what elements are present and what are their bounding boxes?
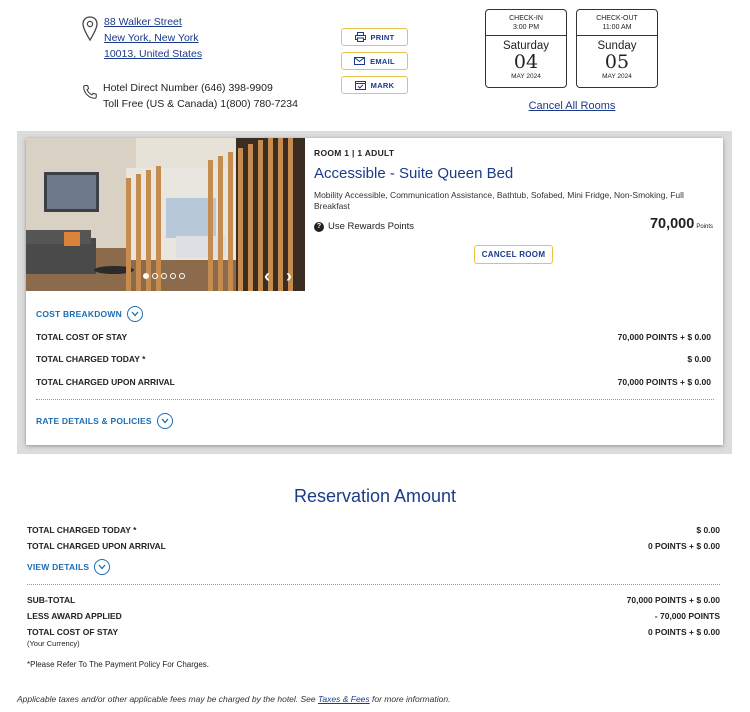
reservation-row-value: - 70,000 POINTS bbox=[654, 611, 720, 621]
check-in-weekday: Saturday bbox=[502, 40, 550, 52]
check-out-day: 05 bbox=[604, 51, 630, 73]
chevron-down-icon bbox=[127, 306, 143, 322]
reservation-row bbox=[27, 595, 720, 605]
address-zip-link[interactable]: 10013, United States bbox=[104, 48, 203, 60]
address-city-link[interactable]: New York, New York bbox=[104, 32, 199, 44]
toll-free-number: Toll Free (US & Canada) 1(800) 780-7234 bbox=[103, 98, 298, 110]
cost-row-label: TOTAL CHARGED UPON ARRIVAL bbox=[36, 377, 175, 387]
email-button[interactable] bbox=[341, 52, 408, 70]
cost-breakdown-label: COST BREAKDOWN bbox=[36, 309, 122, 319]
cost-row-label: TOTAL COST OF STAY bbox=[36, 332, 128, 342]
room-card bbox=[26, 138, 723, 445]
footer-text-after: for more information. bbox=[369, 694, 451, 704]
carousel-next-icon[interactable]: › bbox=[286, 266, 292, 286]
reservation-row-label: TOTAL CHARGED UPON ARRIVAL bbox=[27, 541, 166, 551]
carousel-dot[interactable] bbox=[143, 273, 149, 279]
room-photo-carousel[interactable] bbox=[26, 138, 305, 291]
reservation-row bbox=[27, 541, 720, 551]
carousel-prev-icon[interactable]: ‹ bbox=[264, 266, 270, 286]
reservation-row-label: TOTAL COST OF STAY bbox=[27, 627, 119, 637]
cost-row-label: TOTAL CHARGED TODAY * bbox=[36, 354, 146, 364]
rewards-points-row bbox=[314, 221, 414, 232]
room-name: Accessible - Suite Queen Bed bbox=[314, 165, 514, 182]
check-out-label: CHECK-OUT bbox=[596, 15, 638, 22]
divider bbox=[36, 399, 714, 400]
print-button[interactable] bbox=[341, 28, 408, 46]
mark-label: MARK bbox=[370, 80, 395, 90]
check-in-day: 04 bbox=[513, 51, 539, 73]
reservation-row bbox=[27, 627, 720, 637]
cost-row bbox=[36, 354, 711, 364]
check-out-weekday: Sunday bbox=[597, 40, 637, 52]
check-out-time: 11:00 AM bbox=[602, 24, 632, 31]
reservation-row-value: 0 POINTS + $ 0.00 bbox=[647, 627, 720, 637]
taxes-footer bbox=[17, 694, 450, 704]
mark-button[interactable] bbox=[341, 76, 408, 94]
payment-policy-note: *Please Refer To The Payment Policy For Charges. bbox=[27, 660, 210, 669]
question-icon[interactable]: ? bbox=[314, 222, 324, 232]
room-points-unit: Points bbox=[696, 224, 713, 230]
reservation-row-value: 70,000 POINTS + $ 0.00 bbox=[626, 595, 720, 605]
cost-breakdown-toggle[interactable] bbox=[36, 306, 143, 322]
carousel-dots bbox=[143, 273, 185, 279]
email-label: EMAIL bbox=[370, 56, 395, 66]
room-description: Mobility Accessible, Communication Assistance, Bathtub, Sofabed, Mini Fridge, Non-Smoking, Full Breakfast bbox=[314, 190, 684, 211]
divider bbox=[27, 584, 720, 585]
footer-text-before: Applicable taxes and/or other applicable fees may be charged by the hotel. See bbox=[17, 694, 318, 704]
check-in-time: 3:00 PM bbox=[512, 24, 540, 31]
reservation-row-label: SUB-TOTAL bbox=[27, 595, 76, 605]
check-in-month-year: MAY 2024 bbox=[511, 73, 541, 80]
cancel-room-button[interactable]: CANCEL ROOM bbox=[474, 245, 553, 264]
cost-row-value: 70,000 POINTS + $ 0.00 bbox=[617, 377, 711, 387]
phone-icon bbox=[82, 84, 98, 100]
room-points bbox=[650, 216, 713, 232]
envelope-icon bbox=[354, 56, 365, 66]
check-in-label: CHECK-IN bbox=[509, 15, 543, 22]
location-pin-icon bbox=[82, 16, 98, 42]
room-occupancy-label: ROOM 1 | 1 ADULT bbox=[314, 148, 395, 158]
calendar-check-icon bbox=[355, 80, 366, 90]
reservation-amount-title: Reservation Amount bbox=[293, 486, 457, 506]
hotel-direct-number: Hotel Direct Number (646) 398-9909 bbox=[103, 82, 273, 94]
reservation-row-label: TOTAL CHARGED TODAY * bbox=[27, 525, 137, 535]
print-label: PRINT bbox=[370, 32, 395, 42]
chevron-down-icon bbox=[94, 559, 110, 575]
carousel-dot[interactable] bbox=[152, 273, 158, 279]
rate-details-label: RATE DETAILS & POLICIES bbox=[36, 416, 152, 426]
chevron-down-icon bbox=[157, 413, 173, 429]
cost-row bbox=[36, 332, 711, 342]
view-details-toggle[interactable] bbox=[27, 559, 110, 575]
currency-note: (Your Currency) bbox=[27, 639, 80, 648]
check-out-month-year: MAY 2024 bbox=[602, 73, 632, 80]
rate-details-toggle[interactable] bbox=[36, 413, 173, 429]
check-out-date-box bbox=[576, 9, 658, 88]
printer-icon bbox=[355, 32, 366, 42]
cancel-all-rooms-link[interactable]: Cancel All Rooms bbox=[528, 100, 616, 112]
cost-row bbox=[36, 377, 711, 387]
address-street-link[interactable]: 88 Walker Street bbox=[104, 16, 182, 28]
view-details-label: VIEW DETAILS bbox=[27, 562, 90, 572]
carousel-dot[interactable] bbox=[170, 273, 176, 279]
reservation-row-value: $ 0.00 bbox=[696, 525, 720, 535]
check-in-date-box bbox=[485, 9, 567, 88]
reservation-row-label: LESS AWARD APPLIED bbox=[27, 611, 122, 621]
carousel-dot[interactable] bbox=[161, 273, 167, 279]
room-points-value: 70,000 bbox=[649, 216, 695, 232]
rewards-label: Use Rewards Points bbox=[328, 221, 415, 232]
taxes-fees-link[interactable]: Taxes & Fees bbox=[318, 694, 370, 704]
cost-row-value: $ 0.00 bbox=[687, 354, 711, 364]
reservation-row bbox=[27, 525, 720, 535]
carousel-dot[interactable] bbox=[179, 273, 185, 279]
reservation-row-value: 0 POINTS + $ 0.00 bbox=[647, 541, 720, 551]
cost-row-value: 70,000 POINTS + $ 0.00 bbox=[617, 332, 711, 342]
reservation-row bbox=[27, 611, 720, 621]
